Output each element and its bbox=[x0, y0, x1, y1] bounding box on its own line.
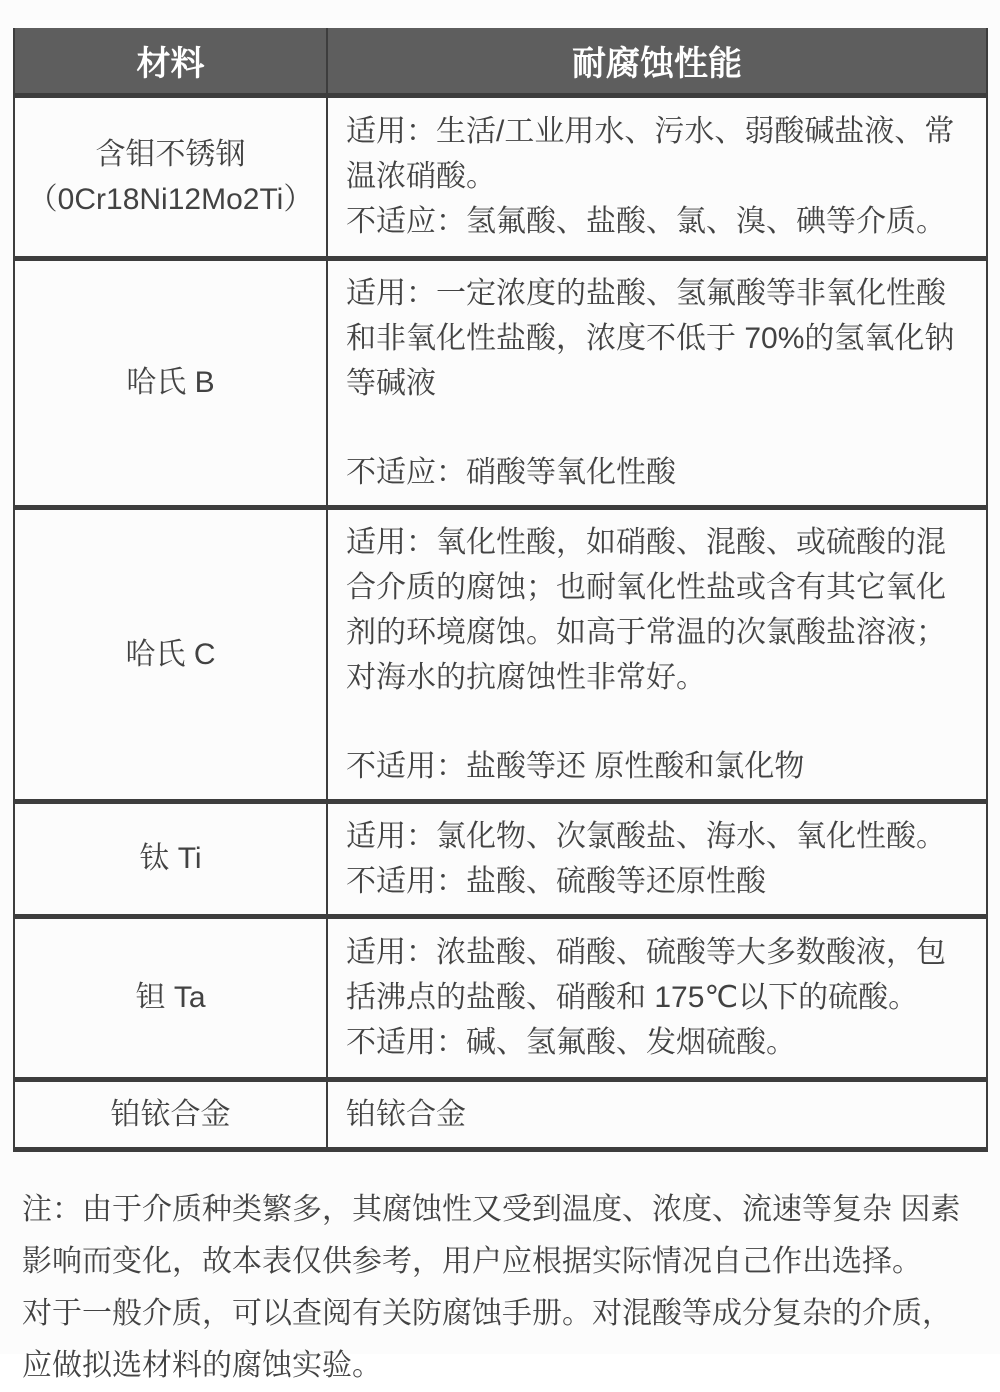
material-name: 含钼不锈钢 bbox=[95, 137, 246, 171]
footnote-paragraph-1: 注：由于介质种类繁多，其腐蚀性又受到温度、浓度、流速等复杂 因素影响而变化，故本表仅供参考，用户应根据实际情况自己作出选择。 bbox=[22, 1192, 961, 1278]
material-name: 钛 Ti bbox=[139, 842, 202, 875]
unsuitable-text: 不适用：碱、氢氟酸、发烟硫酸。 bbox=[346, 1026, 796, 1059]
unsuitable-text: 不适用：盐酸等还 原性酸和氯化物 bbox=[346, 749, 805, 783]
unsuitable-text: 不适应：硝酸等氧化性酸 bbox=[346, 455, 676, 489]
table-row-tantalum bbox=[14, 916, 987, 1079]
suitable-text: 适用：生活/工业用水、污水、弱酸碱盐液、常温浓硝酸。 bbox=[346, 115, 955, 193]
performance-cell bbox=[327, 507, 987, 801]
material-cell bbox=[14, 1079, 327, 1149]
material-cell bbox=[14, 916, 327, 1079]
suitable-text: 适用：浓盐酸、硝酸、硫酸等大多数酸液，包 括沸点的盐酸、硝酸和 175℃以下的硫酸。 bbox=[346, 936, 946, 1014]
suitable-text: 适用：一定浓度的盐酸、氢氟酸等非氧化性酸和非氧化性盐酸，浓度不低于 70%的氢氧化钠等碱液 bbox=[346, 276, 955, 400]
suitable-text: 适用：氯化物、次氯酸盐、海水、氧化性酸。不适用：盐酸、硫酸等还原性酸 bbox=[346, 819, 946, 898]
material-name: 哈氏 C bbox=[125, 637, 216, 671]
table-row-titanium bbox=[14, 801, 987, 916]
table-row-hastelloy-c bbox=[14, 507, 987, 801]
material-cell bbox=[14, 95, 327, 258]
performance-cell bbox=[327, 916, 987, 1079]
performance-cell bbox=[327, 801, 987, 916]
suitable-text: 适用：氧化性酸，如硝酸、混酸、或硫酸的混合介质的腐蚀；也耐氧化性盐或含有其它氧化 剂的环境腐蚀。如高于常温的次氯酸盐溶液； 对海水的抗腐蚀性非常好。 bbox=[346, 525, 946, 694]
performance-text: 铂铱合金 bbox=[346, 1097, 466, 1131]
table-row-molybdenum-stainless-steel bbox=[14, 95, 987, 258]
column-header-material: 材料 bbox=[14, 28, 327, 95]
footnote-paragraph-2: 对于一般介质，可以查阅有关防腐蚀手册。对混酸等成分复杂的介质， 应做拟选材料的腐蚀实验。 bbox=[22, 1296, 952, 1382]
performance-cell bbox=[327, 95, 987, 258]
material-name: 铂铱合金 bbox=[110, 1097, 231, 1131]
material-cell bbox=[14, 258, 327, 507]
material-cell bbox=[14, 507, 327, 801]
corrosion-resistance-table bbox=[13, 28, 988, 1152]
column-header-performance: 耐腐蚀性能 bbox=[327, 28, 987, 95]
table-header-row bbox=[14, 28, 987, 95]
footnote bbox=[22, 1184, 974, 1392]
material-name: 哈氏 B bbox=[126, 366, 215, 399]
material-cell bbox=[14, 801, 327, 916]
performance-cell bbox=[327, 1079, 987, 1149]
table-row-hastelloy-b bbox=[14, 258, 987, 507]
unsuitable-text: 不适应：氢氟酸、盐酸、氯、溴、碘等介质。 bbox=[346, 205, 946, 238]
performance-cell bbox=[327, 258, 987, 507]
table-row-platinum-iridium-alloy bbox=[14, 1079, 987, 1149]
material-grade: （0Cr18Ni12Mo2Ti） bbox=[27, 182, 314, 216]
material-name: 钽 Ta bbox=[135, 981, 206, 1014]
